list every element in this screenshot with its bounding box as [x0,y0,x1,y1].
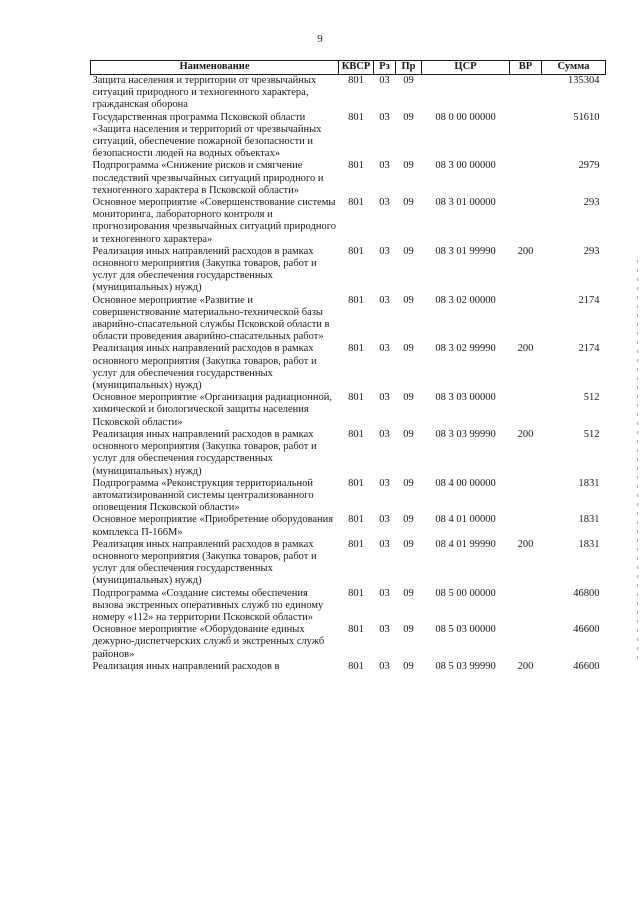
table-header-row [91,61,606,75]
table-row [91,75,606,112]
table-row [91,514,606,538]
cell-rz: 03 [379,75,390,86]
cell-csr: 08 4 01 99990 [435,538,496,550]
cell-pr: 09 [403,245,414,257]
table-row [91,661,606,673]
cell-kvsr: 801 [348,111,364,123]
cell-vr: 200 [517,660,534,672]
cell-pr: 09 [403,392,414,404]
cell-kvsr: 801 [348,538,364,550]
cell-sum: 51610 [573,111,600,123]
cell-csr: 08 3 01 99990 [435,245,496,257]
cell-name: Основное мероприятие «Организация радиационной, химической и биологической защиты населения Псковской области» [92,392,333,428]
cell-rz: 03 [379,343,390,355]
table-row [91,246,606,295]
cell-pr: 09 [403,514,414,526]
table-row [91,429,606,478]
cell-csr: 08 4 00 00000 [435,477,496,489]
cell-pr: 09 [403,111,414,123]
cell-vr [510,392,542,429]
page-number: 9 [317,33,323,45]
cell-sum: 46600 [573,660,600,672]
cell-name: Реализация иных направлений расходов в рамках основного мероприятия (Закупка товаров, работ и услуг для обеспечения государственных (муниципальных) нужд) [92,343,317,392]
cell-kvsr: 801 [348,514,364,526]
cell-kvsr: 801 [348,245,364,257]
header-pr: Пр [396,61,422,75]
cell-pr: 09 [403,160,414,172]
cell-kvsr: 801 [348,75,364,86]
cell-csr: 08 5 00 00000 [435,587,496,599]
cell-rz: 03 [379,428,390,440]
cell-rz: 03 [379,660,390,672]
cell-kvsr: 801 [348,660,364,672]
cell-sum: 1831 [578,514,600,526]
cell-pr: 09 [403,660,414,672]
cell-sum: 46800 [573,587,600,599]
table-row [91,392,606,429]
cell-sum: 2174 [578,343,600,355]
header-name: Наименование [91,61,339,75]
cell-name: Подпрограмма «Создание системы обеспечения вызова экстренных оперативных служб по единому номеру «112» на территории Псковской области» [92,587,324,623]
cell-pr: 09 [403,343,414,355]
cell-pr: 09 [403,624,414,636]
cell-vr [510,160,542,197]
cell-name: Реализация иных направлений расходов в рамках основного мероприятия (Закупка товаров, работ и услуг для обеспечения государственных (муниципальных) нужд) [92,428,317,477]
cell-csr [422,75,510,112]
cell-name: Подпрограмма «Снижение рисков и смягчение последствий чрезвычайных ситуаций природного и техногенного характера в Псковской области» [92,160,324,196]
scan-edge-mark [637,260,638,660]
cell-kvsr: 801 [348,624,364,636]
cell-rz: 03 [379,514,390,526]
cell-vr [510,75,542,112]
cell-name: Реализация иных направлений расходов в рамках основного мероприятия (Закупка товаров, работ и услуг для обеспечения государственных (муниципальных) нужд) [92,538,317,587]
cell-sum: 2979 [578,160,600,172]
cell-name: Реализация иных направлений расходов в [92,660,280,672]
cell-sum: 46600 [573,624,600,636]
cell-csr: 08 3 03 99990 [435,428,496,440]
cell-kvsr: 801 [348,197,364,209]
cell-sum: 1831 [578,477,600,489]
cell-kvsr: 801 [348,160,364,172]
cell-csr: 08 4 01 00000 [435,514,496,526]
cell-vr [510,588,542,625]
cell-name: Защита населения и территории от чрезвычайных ситуаций природного и техногенного характера, гражданская оборона [92,75,317,111]
cell-vr [510,197,542,246]
cell-name: Основное мероприятие «Оборудование единых дежурно-диспетчерских служб и экстренных служб районов» [92,624,325,660]
cell-rz: 03 [379,624,390,636]
cell-vr: 200 [517,245,534,257]
cell-rz: 03 [379,245,390,257]
header-vr: ВР [510,61,542,75]
table-row [91,295,606,344]
cell-csr: 08 3 02 00000 [435,294,496,306]
cell-pr: 09 [403,75,414,86]
cell-vr: 200 [517,428,534,440]
cell-sum: 512 [583,392,600,404]
cell-csr: 08 3 00 00000 [435,160,496,172]
cell-name: Основное мероприятие «Совершенствование системы мониторинга, лабораторного контроля и прогнозирования чрезвычайных ситуаций природного и техногенного характера» [92,197,336,245]
cell-sum: 293 [583,197,600,209]
table-row [91,197,606,246]
header-kvsr: КВСР [339,61,374,75]
cell-sum: 1831 [578,538,600,550]
cell-csr: 08 3 03 00000 [435,392,496,404]
cell-csr: 08 5 03 00000 [435,624,496,636]
cell-rz: 03 [379,197,390,209]
table-row [91,478,606,515]
cell-kvsr: 801 [348,392,364,404]
cell-sum: 2174 [578,294,600,306]
budget-table [90,60,606,673]
table-row [91,343,606,392]
cell-name: Государственная программа Псковской области «Защита населения и территорий от чрезвычайных ситуаций, обеспечение пожарной безопасности и безопасности людей на водных объектах» [92,111,322,160]
cell-vr: 200 [517,538,534,550]
cell-kvsr: 801 [348,343,364,355]
cell-sum: 293 [583,245,600,257]
cell-kvsr: 801 [348,294,364,306]
cell-pr: 09 [403,294,414,306]
cell-pr: 09 [403,477,414,489]
cell-rz: 03 [379,392,390,404]
cell-vr [510,478,542,515]
cell-name: Подпрограмма «Реконструкция территориальной автоматизированной системы централизованного оповещения Псковской области» [92,477,314,514]
cell-sum: 512 [583,428,600,440]
cell-rz: 03 [379,587,390,599]
cell-csr: 08 5 03 99990 [435,660,496,672]
header-sum: Сумма [542,61,606,75]
header-rz: Рз [374,61,396,75]
cell-kvsr: 801 [348,477,364,489]
header-csr: ЦСР [422,61,510,75]
table-row [91,624,606,661]
cell-name: Основное мероприятие «Развитие и совершенствование материально-технической базы аварийно-спасательной службы Псковской области в области проведения аварийно-спасательных работ» [92,294,330,343]
cell-rz: 03 [379,294,390,306]
cell-name: Реализация иных направлений расходов в рамках основного мероприятия (Закупка товаров, работ и услуг для обеспечения государственных (муниципальных) нужд) [92,245,317,294]
cell-rz: 03 [379,111,390,123]
cell-sum: 135304 [568,75,600,86]
cell-csr: 08 0 00 00000 [435,111,496,123]
cell-pr: 09 [403,587,414,599]
cell-vr [510,624,542,661]
cell-rz: 03 [379,477,390,489]
cell-rz: 03 [379,160,390,172]
cell-csr: 08 3 02 99990 [435,343,496,355]
cell-vr [510,514,542,538]
cell-pr: 09 [403,197,414,209]
cell-name: Основное мероприятие «Приобретение оборудования комплекса П-166М» [92,514,334,538]
table-row [91,160,606,197]
table-row [91,539,606,588]
table-body [91,75,606,673]
table-row [91,112,606,161]
cell-vr [510,295,542,344]
cell-vr: 200 [517,343,534,355]
cell-kvsr: 801 [348,428,364,440]
cell-csr: 08 3 01 00000 [435,197,496,209]
cell-pr: 09 [403,428,414,440]
cell-rz: 03 [379,538,390,550]
cell-kvsr: 801 [348,587,364,599]
cell-vr [510,112,542,161]
table-row [91,588,606,625]
cell-pr: 09 [403,538,414,550]
